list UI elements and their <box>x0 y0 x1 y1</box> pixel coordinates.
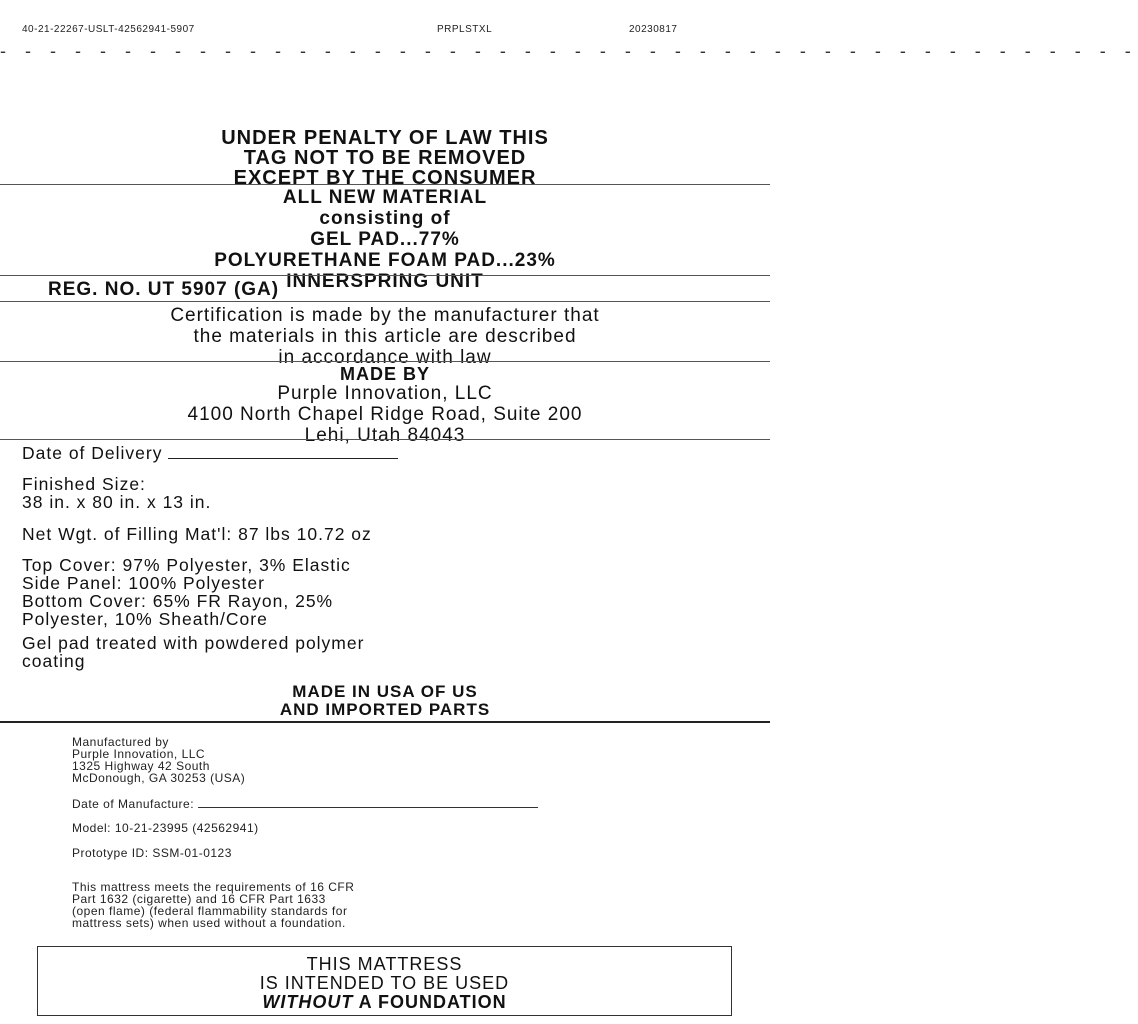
delivery-date-label: Date of Delivery <box>22 443 163 463</box>
bottom-cover-1: Bottom Cover: 65% FR Rayon, 25% <box>22 591 334 611</box>
manufacturer-line-2: Purple Innovation, LLC <box>72 747 206 761</box>
notice-line-3 <box>38 993 731 1012</box>
material-line-1: ALL NEW MATERIAL <box>282 187 488 208</box>
material-line-4: POLYURETHANE FOAM PAD...23% <box>214 250 556 271</box>
penalty-line-2: TAG NOT TO BE REMOVED <box>243 147 527 169</box>
finished-size-label: Finished Size: <box>22 474 146 494</box>
manufacturer-address <box>72 736 245 784</box>
tag-code: 40-21-22267-USLT-42562941-5907 <box>22 24 195 35</box>
finished-size-value: 38 in. x 80 in. x 13 in. <box>22 492 212 512</box>
cover-materials <box>22 556 351 628</box>
filling-weight: Net Wgt. of Filling Mat'l: 87 lbs 10.72 oz <box>22 524 372 544</box>
notice-line-1: THIS MATTRESS <box>306 954 463 974</box>
manufacture-date <box>72 797 538 810</box>
certification-statement <box>0 305 770 368</box>
manufacturer-line-3: 1325 Highway 42 South <box>72 759 210 773</box>
made-by-street: 4100 North Chapel Ridge Road, Suite 200 <box>187 404 583 425</box>
model-number: Model: 10-21-23995 (42562941) <box>72 821 259 835</box>
notice-without: WITHOUT <box>262 992 354 1012</box>
material-line-2: consisting of <box>319 208 451 229</box>
divider <box>0 361 770 362</box>
penalty-warning <box>0 128 770 188</box>
tag-date-code: 20230817 <box>629 24 678 35</box>
origin-line-2: AND IMPORTED PARTS <box>279 700 491 719</box>
foundation-notice-box <box>37 946 732 1016</box>
side-panel: Side Panel: 100% Polyester <box>22 573 265 593</box>
gel-pad-note <box>22 634 364 670</box>
flammability-line-4: mattress sets) when used without a foundation. <box>72 916 346 930</box>
made-by-name: Purple Innovation, LLC <box>277 383 493 404</box>
delivery-date <box>22 444 398 462</box>
perforation-line: - - - - - - - - - - - - - - - - - - - - - - - - - - - - - - - - - - - - - - - - - - - - - - <box>0 41 1138 61</box>
material-line-3: GEL PAD...77% <box>310 229 460 250</box>
divider <box>0 275 770 276</box>
flammability-statement <box>72 881 354 929</box>
gel-pad-line-2: coating <box>22 651 86 671</box>
penalty-line-3: EXCEPT BY THE CONSUMER <box>233 167 537 189</box>
divider <box>0 301 770 302</box>
country-of-origin <box>0 683 770 719</box>
gel-pad-line-1: Gel pad treated with powdered polymer <box>22 633 365 653</box>
certification-line-2: the materials in this article are described <box>193 326 577 347</box>
tag-fold-line <box>0 721 770 723</box>
divider <box>0 439 770 440</box>
registration-number: REG. NO. UT 5907 (GA) <box>48 279 280 300</box>
material-line-5: INNERSPRING UNIT <box>286 271 484 292</box>
flammability-line-3: (open flame) (federal flammability standards for <box>72 904 348 918</box>
material-content <box>0 187 770 292</box>
made-by-heading: MADE BY <box>339 364 430 384</box>
manufacturer-line-4: McDonough, GA 30253 (USA) <box>72 771 246 785</box>
top-cover: Top Cover: 97% Polyester, 3% Elastic <box>22 555 351 575</box>
made-by-address <box>0 383 770 446</box>
prototype-id: Prototype ID: SSM-01-0123 <box>72 846 232 860</box>
flammability-line-1: This mattress meets the requirements of 16 CFR <box>72 880 355 894</box>
notice-foundation: A FOUNDATION <box>353 992 507 1012</box>
manufacture-date-label: Date of Manufacture: <box>72 797 195 811</box>
finished-size <box>22 475 211 511</box>
penalty-line-1: UNDER PENALTY OF LAW THIS <box>221 127 549 149</box>
origin-line-1: MADE IN USA OF US <box>292 682 478 701</box>
tag-product-code: PRPLSTXL <box>437 24 493 35</box>
manufacturer-line-1: Manufactured by <box>72 735 169 749</box>
tag-header <box>22 24 748 38</box>
made-by-city: Lehi, Utah 84043 <box>304 425 466 446</box>
delivery-date-blank <box>168 445 398 459</box>
certification-line-3: in accordance with law <box>278 347 492 368</box>
notice-line-2: IS INTENDED TO BE USED <box>259 973 510 993</box>
divider <box>0 184 770 185</box>
manufacture-date-blank <box>198 797 538 808</box>
flammability-line-2: Part 1632 (cigarette) and 16 CFR Part 1633 <box>72 892 326 906</box>
certification-line-1: Certification is made by the manufacturer that <box>170 305 600 326</box>
bottom-cover-2: Polyester, 10% Sheath/Core <box>22 609 268 629</box>
